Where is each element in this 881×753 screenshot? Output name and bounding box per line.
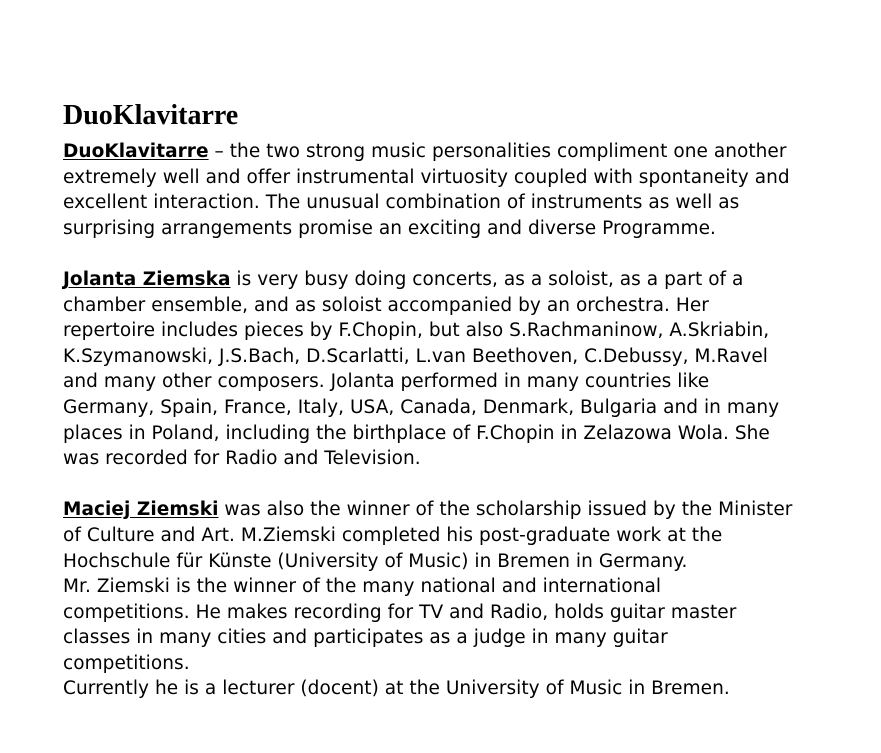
intro-line-2: extremely well and offer instrumental virtuosity coupled with spontaneity and bbox=[63, 166, 790, 188]
jolanta-line-4: K.Szymanowski, J.S.Bach, D.Scarlatti, L.van Beethoven, C.Debussy, M.Ravel bbox=[63, 345, 768, 367]
page-title: DuoKlavitarre bbox=[63, 100, 239, 131]
intro-line-1-text: – the two strong music personalities compliment one another bbox=[208, 141, 787, 162]
maciej-line-2: of Culture and Art. M.Ziemski completed his post-graduate work at the bbox=[63, 524, 723, 546]
maciej-line-4: Mr. Ziemski is the winner of the many national and international bbox=[63, 576, 662, 598]
intro-paragraph bbox=[63, 139, 853, 241]
jolanta-ziemska-link[interactable]: Jolanta Ziemska bbox=[63, 268, 231, 290]
jolanta-line-8: was recorded for Radio and Television. bbox=[63, 448, 421, 470]
page-content bbox=[63, 98, 853, 702]
maciej-paragraph bbox=[63, 497, 853, 702]
intro-line-1 bbox=[63, 139, 853, 165]
intro-line-3: excellent interaction. The unusual combination of instruments as well as bbox=[63, 192, 740, 214]
maciej-line-1 bbox=[63, 497, 853, 523]
jolanta-line-6: Germany, Spain, France, Italy, USA, Canada, Denmark, Bulgaria and in many bbox=[63, 396, 780, 418]
jolanta-line-3: repertoire includes pieces by F.Chopin, but also S.Rachmaninow, A.Skriabin, bbox=[63, 320, 770, 342]
maciej-line-8: Currently he is a lecturer (docent) at the University of Music in Bremen. bbox=[63, 678, 730, 700]
jolanta-line-1 bbox=[63, 267, 853, 293]
maciej-ziemski-link[interactable]: Maciej Ziemski bbox=[63, 499, 219, 521]
maciej-line-3: Hochschule für Künste (University of Music) in Bremen in Germany. bbox=[63, 550, 688, 572]
duoklavitarre-link[interactable]: DuoKlavitarre bbox=[63, 141, 209, 162]
jolanta-paragraph bbox=[63, 267, 853, 472]
intro-line-4: surprising arrangements promise an exciting and diverse Programme. bbox=[63, 217, 716, 239]
maciej-line-5: competitions. He makes recording for TV and Radio, holds guitar master bbox=[63, 601, 737, 623]
maciej-line-6: classes in many cities and participates as a judge in many guitar bbox=[63, 627, 668, 649]
jolanta-line-7: places in Poland, including the birthplace of F.Chopin in Zelazowa Wola. She bbox=[63, 422, 770, 444]
jolanta-line-2: chamber ensemble, and as soloist accompanied by an orchestra. Her bbox=[63, 294, 709, 316]
maciej-line-7: competitions. bbox=[63, 652, 190, 674]
jolanta-line-1-text: is very busy doing concerts, as a soloist, as a part of a bbox=[230, 268, 744, 290]
jolanta-line-5: and many other composers. Jolanta performed in many countries like bbox=[63, 371, 710, 393]
maciej-line-1-text: was also the winner of the scholarship issued by the Minister bbox=[218, 499, 793, 521]
